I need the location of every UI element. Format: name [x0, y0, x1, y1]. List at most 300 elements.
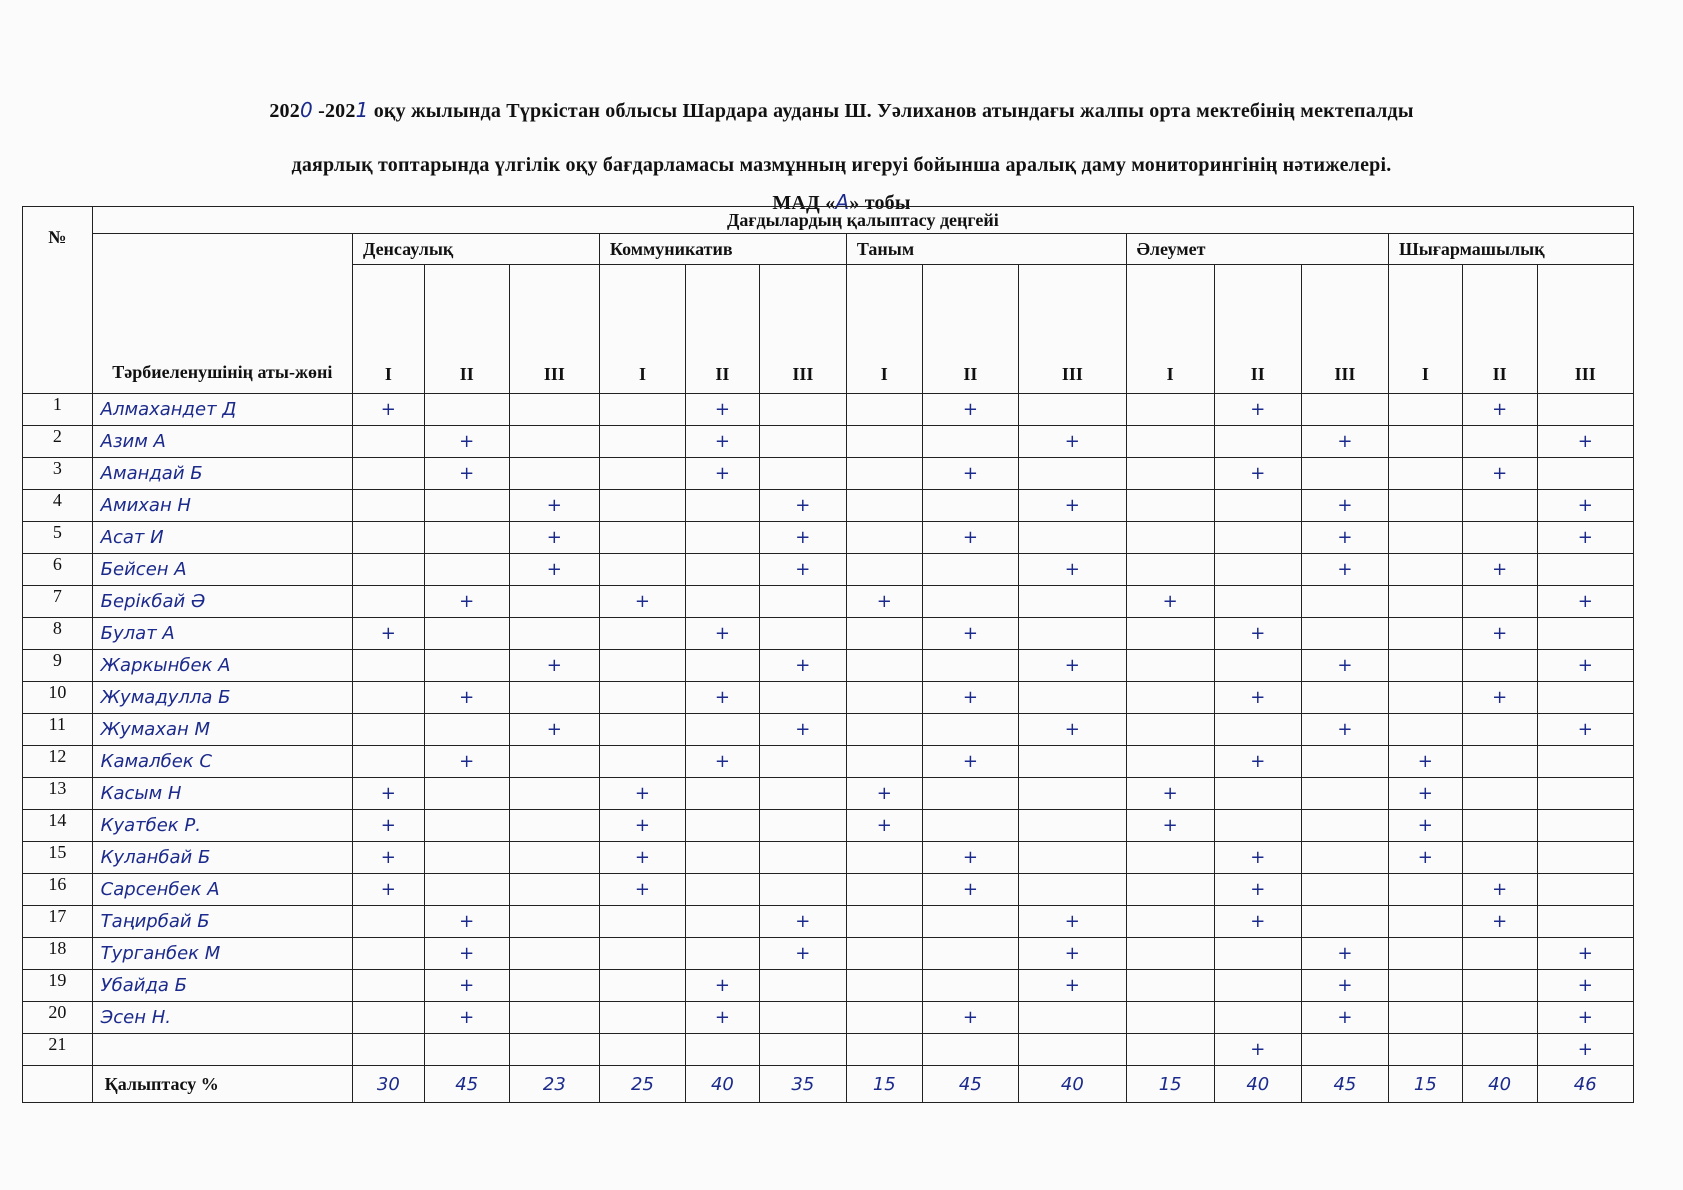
mark-cell — [424, 810, 509, 842]
mark-cell: + — [1537, 1002, 1633, 1034]
mark-cell: + — [922, 458, 1018, 490]
mark-cell — [1126, 1002, 1214, 1034]
mark-cell: + — [509, 714, 599, 746]
student-name: Убайда Б — [92, 970, 352, 1002]
mark-cell — [1537, 618, 1633, 650]
mark-cell: + — [1214, 458, 1301, 490]
mark-cell — [686, 874, 760, 906]
mark-cell — [599, 650, 685, 682]
student-name: Берікбай Ә — [92, 586, 352, 618]
mark-cell — [1126, 394, 1214, 426]
mark-cell — [922, 586, 1018, 618]
mark-cell — [846, 490, 922, 522]
mark-cell — [922, 650, 1018, 682]
mark-cell — [1126, 714, 1214, 746]
percent-value: 15 — [1388, 1066, 1462, 1103]
mark-cell: + — [922, 1002, 1018, 1034]
student-name: Азим А — [92, 426, 352, 458]
student-name: Турганбек М — [92, 938, 352, 970]
mark-cell — [686, 586, 760, 618]
mark-cell — [1388, 970, 1462, 1002]
mark-cell — [599, 1002, 685, 1034]
mark-cell — [759, 682, 846, 714]
mark-cell — [922, 714, 1018, 746]
mark-cell — [1301, 874, 1388, 906]
table-row — [23, 394, 1634, 426]
mark-cell: + — [352, 394, 424, 426]
mark-cell — [759, 874, 846, 906]
mark-cell: + — [509, 554, 599, 586]
mark-cell: + — [1301, 970, 1388, 1002]
level-header-3-1: I — [846, 265, 922, 394]
mark-cell — [1126, 938, 1214, 970]
student-name: Асат И — [92, 522, 352, 554]
mark-cell: + — [1388, 810, 1462, 842]
mark-cell: + — [686, 618, 760, 650]
mark-cell — [599, 426, 685, 458]
percent-value: 40 — [1462, 1066, 1537, 1103]
mark-cell: + — [1126, 810, 1214, 842]
row-number: 11 — [23, 714, 93, 746]
mark-cell — [922, 554, 1018, 586]
mark-cell: + — [1537, 938, 1633, 970]
mark-cell: + — [1537, 650, 1633, 682]
mark-cell — [599, 938, 685, 970]
mark-cell — [1301, 458, 1388, 490]
table-row — [23, 618, 1634, 650]
row-number: 20 — [23, 1002, 93, 1034]
mark-cell — [1301, 586, 1388, 618]
level-header-4-3: III — [1301, 265, 1388, 394]
mark-cell — [1126, 874, 1214, 906]
mark-cell — [352, 682, 424, 714]
mark-cell — [1301, 778, 1388, 810]
mark-cell — [599, 458, 685, 490]
mark-cell — [1126, 554, 1214, 586]
mark-cell — [1019, 810, 1127, 842]
mark-cell — [1214, 810, 1301, 842]
mark-cell: + — [1019, 490, 1127, 522]
mark-cell — [759, 746, 846, 778]
mark-cell — [424, 778, 509, 810]
mark-cell: + — [599, 586, 685, 618]
mark-cell: + — [352, 842, 424, 874]
mark-cell — [352, 554, 424, 586]
mark-cell — [1019, 394, 1127, 426]
mark-cell: + — [1388, 842, 1462, 874]
mark-cell — [509, 874, 599, 906]
mark-cell — [1214, 650, 1301, 682]
mark-cell: + — [922, 522, 1018, 554]
mark-cell — [1301, 1034, 1388, 1066]
mark-cell — [509, 810, 599, 842]
row-number: 16 — [23, 874, 93, 906]
mark-cell — [599, 490, 685, 522]
mark-cell — [424, 394, 509, 426]
mark-cell — [509, 682, 599, 714]
mark-cell — [599, 970, 685, 1002]
mark-cell — [1388, 522, 1462, 554]
mark-cell — [846, 458, 922, 490]
mark-cell — [1388, 426, 1462, 458]
table-row — [23, 426, 1634, 458]
mark-cell — [1462, 970, 1537, 1002]
mark-cell: + — [1214, 682, 1301, 714]
mark-cell: + — [846, 778, 922, 810]
year-end-handwritten: 1 — [355, 98, 369, 122]
student-name: Касым Н — [92, 778, 352, 810]
mark-cell — [1462, 714, 1537, 746]
table-row — [23, 1002, 1634, 1034]
mark-cell — [686, 714, 760, 746]
percent-row — [23, 1066, 1634, 1103]
mark-cell — [1019, 522, 1127, 554]
mark-cell: + — [1019, 554, 1127, 586]
mark-cell — [509, 1034, 599, 1066]
mark-cell: + — [686, 1002, 760, 1034]
mark-cell: + — [686, 458, 760, 490]
mark-cell — [1537, 458, 1633, 490]
mark-cell: + — [759, 650, 846, 682]
percent-value: 40 — [686, 1066, 760, 1103]
mark-cell: + — [424, 458, 509, 490]
mark-cell — [846, 1034, 922, 1066]
number-column-header: № — [23, 207, 93, 394]
mark-cell — [509, 778, 599, 810]
mark-cell — [352, 426, 424, 458]
mark-cell: + — [759, 554, 846, 586]
mark-cell: + — [922, 394, 1018, 426]
mark-cell — [1462, 586, 1537, 618]
level-header-2-3: III — [759, 265, 846, 394]
mark-cell — [509, 906, 599, 938]
level-header-5-1: I — [1388, 265, 1462, 394]
mark-cell — [1462, 1034, 1537, 1066]
mark-cell: + — [1214, 906, 1301, 938]
student-name: Камалбек С — [92, 746, 352, 778]
table-row — [23, 810, 1634, 842]
mark-cell — [686, 554, 760, 586]
row-number: 13 — [23, 778, 93, 810]
mark-cell — [1537, 746, 1633, 778]
mark-cell — [599, 394, 685, 426]
mark-cell — [599, 682, 685, 714]
group-letter-handwritten: А — [835, 190, 850, 214]
mark-cell: + — [1462, 458, 1537, 490]
mark-cell — [599, 746, 685, 778]
mark-cell: + — [1019, 938, 1127, 970]
student-name-header: Тәрбиеленушінің аты-жөні — [92, 234, 352, 394]
mark-cell — [1388, 394, 1462, 426]
mark-cell: + — [1388, 746, 1462, 778]
row-number: 19 — [23, 970, 93, 1002]
mark-cell: + — [1537, 714, 1633, 746]
mark-cell: + — [922, 842, 1018, 874]
area-header-3: Таным — [846, 234, 1126, 265]
mark-cell — [352, 906, 424, 938]
year-start-prefix: 202 — [269, 100, 300, 122]
mark-cell — [1126, 522, 1214, 554]
table-row — [23, 842, 1634, 874]
level-header-1-2: II — [424, 265, 509, 394]
mark-cell — [759, 458, 846, 490]
mark-cell — [1537, 554, 1633, 586]
row-number: 1 — [23, 394, 93, 426]
group-suffix: » тобы — [849, 192, 911, 214]
percent-value: 45 — [1301, 1066, 1388, 1103]
mark-cell: + — [599, 874, 685, 906]
mark-cell — [352, 586, 424, 618]
mark-cell — [1126, 970, 1214, 1002]
mark-cell — [922, 1034, 1018, 1066]
mark-cell — [1301, 394, 1388, 426]
group-prefix: МАД « — [772, 192, 836, 214]
mark-cell: + — [686, 746, 760, 778]
mark-cell — [846, 618, 922, 650]
mark-cell: + — [424, 1002, 509, 1034]
mark-cell: + — [424, 426, 509, 458]
mark-cell — [509, 586, 599, 618]
mark-cell — [1126, 746, 1214, 778]
mark-cell: + — [1301, 1002, 1388, 1034]
row-number: 14 — [23, 810, 93, 842]
mark-cell: + — [1214, 842, 1301, 874]
mark-cell — [509, 618, 599, 650]
mark-cell — [1462, 938, 1537, 970]
mark-cell: + — [846, 810, 922, 842]
mark-cell: + — [509, 522, 599, 554]
mark-cell — [686, 650, 760, 682]
mark-cell — [424, 714, 509, 746]
mark-cell — [1388, 1002, 1462, 1034]
table-row — [23, 650, 1634, 682]
mark-cell: + — [1301, 650, 1388, 682]
percent-value: 45 — [424, 1066, 509, 1103]
mark-cell — [1388, 906, 1462, 938]
mark-cell — [1301, 842, 1388, 874]
mark-cell — [1214, 938, 1301, 970]
row-number: 21 — [23, 1034, 93, 1066]
mark-cell — [1019, 842, 1127, 874]
table-row — [23, 746, 1634, 778]
mark-cell: + — [1388, 778, 1462, 810]
mark-cell: + — [1019, 426, 1127, 458]
student-name: Алмахандет Д — [92, 394, 352, 426]
mark-cell — [759, 970, 846, 1002]
mark-cell — [1388, 458, 1462, 490]
mark-cell — [1214, 970, 1301, 1002]
mark-cell — [1126, 682, 1214, 714]
mark-cell — [1301, 810, 1388, 842]
mark-cell — [1388, 490, 1462, 522]
mark-cell — [1462, 746, 1537, 778]
mark-cell: + — [686, 394, 760, 426]
percent-value: 15 — [1126, 1066, 1214, 1103]
mark-cell — [846, 906, 922, 938]
mark-cell — [686, 810, 760, 842]
mark-cell — [1462, 810, 1537, 842]
mark-cell — [509, 970, 599, 1002]
mark-cell: + — [352, 874, 424, 906]
student-name: Бейсен А — [92, 554, 352, 586]
mark-cell — [352, 1034, 424, 1066]
student-name — [92, 1034, 352, 1066]
mark-cell — [759, 394, 846, 426]
mark-cell — [1462, 522, 1537, 554]
mark-cell — [1462, 490, 1537, 522]
mark-cell: + — [509, 490, 599, 522]
mark-cell: + — [424, 586, 509, 618]
mark-cell — [846, 970, 922, 1002]
student-name: Амандай Б — [92, 458, 352, 490]
mark-cell: + — [424, 970, 509, 1002]
mark-cell: + — [1462, 554, 1537, 586]
mark-cell — [509, 938, 599, 970]
table-row — [23, 970, 1634, 1002]
level-header-4-2: II — [1214, 265, 1301, 394]
mark-cell — [846, 426, 922, 458]
mark-cell: + — [424, 906, 509, 938]
mark-cell: + — [1537, 426, 1633, 458]
mark-cell: + — [922, 746, 1018, 778]
mark-cell — [1301, 682, 1388, 714]
row-number: 3 — [23, 458, 93, 490]
mark-cell — [1301, 618, 1388, 650]
mark-cell: + — [759, 714, 846, 746]
mark-cell — [1301, 906, 1388, 938]
mark-cell: + — [759, 906, 846, 938]
mark-cell — [1462, 842, 1537, 874]
year-dash: -202 — [312, 100, 356, 122]
mark-cell: + — [1019, 714, 1127, 746]
mark-cell — [759, 778, 846, 810]
mark-cell: + — [1537, 1034, 1633, 1066]
percent-value: 15 — [846, 1066, 922, 1103]
level-header-3-3: III — [1019, 265, 1127, 394]
mark-cell — [509, 426, 599, 458]
percent-label: Қалыптасу % — [92, 1066, 352, 1103]
mark-cell — [1019, 778, 1127, 810]
mark-cell — [922, 938, 1018, 970]
mark-cell — [1388, 682, 1462, 714]
student-name: Эсен Н. — [92, 1002, 352, 1034]
mark-cell — [922, 810, 1018, 842]
mark-cell: + — [1462, 906, 1537, 938]
mark-cell — [922, 906, 1018, 938]
row-number: 4 — [23, 490, 93, 522]
table-row — [23, 490, 1634, 522]
mark-cell — [424, 522, 509, 554]
percent-value: 35 — [759, 1066, 846, 1103]
mark-cell: + — [1462, 874, 1537, 906]
mark-cell — [599, 1034, 685, 1066]
mark-cell: + — [1019, 970, 1127, 1002]
mark-cell: + — [759, 490, 846, 522]
mark-cell — [1462, 426, 1537, 458]
monitoring-table — [22, 206, 1634, 1103]
row-number: 5 — [23, 522, 93, 554]
mark-cell: + — [1537, 586, 1633, 618]
level-header-2-1: I — [599, 265, 685, 394]
mark-cell — [352, 490, 424, 522]
percent-row-number — [23, 1066, 93, 1103]
mark-cell — [1301, 746, 1388, 778]
mark-cell — [1537, 874, 1633, 906]
mark-cell: + — [1301, 522, 1388, 554]
mark-cell: + — [1301, 938, 1388, 970]
mark-cell — [509, 1002, 599, 1034]
mark-cell — [686, 522, 760, 554]
table-row — [23, 778, 1634, 810]
mark-cell — [424, 618, 509, 650]
mark-cell — [846, 842, 922, 874]
mark-cell: + — [424, 746, 509, 778]
document-title-line-2: даярлық топтарында үлгілік оқу бағдарламасы мазмұнның игеруі бойынша аралық даму мониторингінің нәтижелері. — [291, 154, 1392, 176]
mark-cell — [352, 938, 424, 970]
mark-cell: + — [424, 938, 509, 970]
mark-cell: + — [1126, 586, 1214, 618]
mark-cell — [1388, 1034, 1462, 1066]
mark-cell: + — [1019, 906, 1127, 938]
mark-cell — [1126, 1034, 1214, 1066]
mark-cell — [686, 906, 760, 938]
mark-cell — [1126, 650, 1214, 682]
area-header-5: Шығармашылық — [1388, 234, 1633, 265]
mark-cell: + — [759, 522, 846, 554]
percent-value: 23 — [509, 1066, 599, 1103]
mark-cell: + — [922, 682, 1018, 714]
mark-cell — [352, 650, 424, 682]
mark-cell — [759, 1002, 846, 1034]
percent-value: 45 — [922, 1066, 1018, 1103]
mark-cell — [1126, 426, 1214, 458]
mark-cell — [922, 490, 1018, 522]
mark-cell — [686, 490, 760, 522]
mark-cell — [599, 906, 685, 938]
mark-cell: + — [1214, 618, 1301, 650]
mark-cell — [1019, 682, 1127, 714]
table-row — [23, 938, 1634, 970]
mark-cell — [1214, 554, 1301, 586]
mark-cell — [1019, 1034, 1127, 1066]
row-number: 2 — [23, 426, 93, 458]
table-row — [23, 874, 1634, 906]
mark-cell — [846, 938, 922, 970]
area-header-2: Коммуникатив — [599, 234, 846, 265]
mark-cell — [424, 1034, 509, 1066]
percent-value: 30 — [352, 1066, 424, 1103]
mark-cell — [1388, 618, 1462, 650]
mark-cell: + — [1126, 778, 1214, 810]
level-header-1-1: I — [352, 265, 424, 394]
mark-cell — [1388, 650, 1462, 682]
mark-cell — [1537, 682, 1633, 714]
mark-cell: + — [846, 586, 922, 618]
mark-cell — [1388, 554, 1462, 586]
mark-cell — [509, 842, 599, 874]
mark-cell — [1126, 618, 1214, 650]
mark-cell — [759, 618, 846, 650]
mark-cell — [922, 970, 1018, 1002]
row-number: 7 — [23, 586, 93, 618]
row-number: 9 — [23, 650, 93, 682]
mark-cell: + — [1214, 394, 1301, 426]
mark-cell — [352, 1002, 424, 1034]
row-number: 10 — [23, 682, 93, 714]
level-header-5-2: II — [1462, 265, 1537, 394]
mark-cell: + — [509, 650, 599, 682]
mark-cell — [759, 842, 846, 874]
